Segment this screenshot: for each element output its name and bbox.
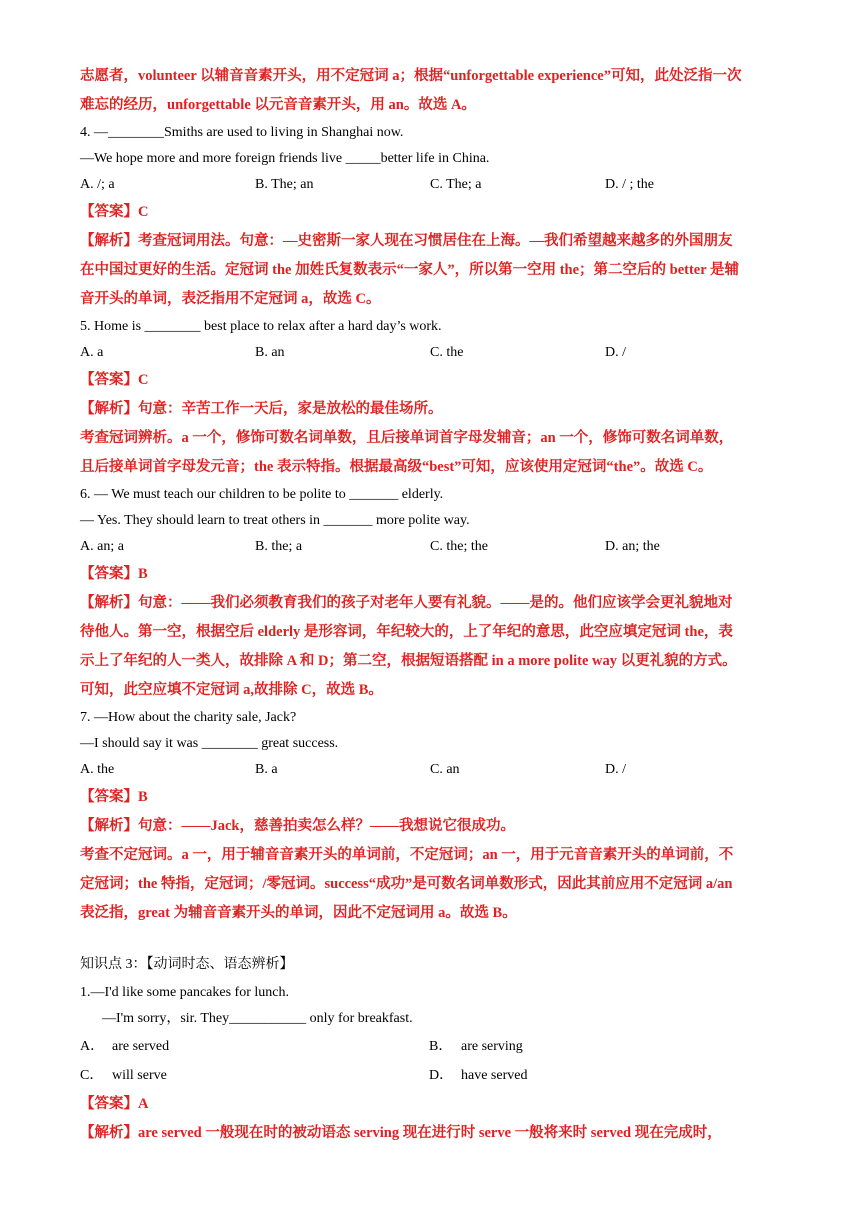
option-b: B. the; a: [255, 539, 303, 554]
answer-label: 【答案】B: [80, 566, 148, 582]
option-a: A. /; a: [80, 177, 115, 192]
option-letter: C．: [80, 1068, 104, 1083]
analysis-line: 可知，此空应填不定冠词 a,故排除 C，故选 B。: [80, 682, 383, 698]
analysis-line: 难忘的经历，unforgettable 以元音音素开头，用 an。故选 A。: [80, 97, 476, 113]
analysis-line: 且后接单词首字母发元音；the 表示特指。根据最高级“best”可知，应该使用定冠词“the”。故选 C。: [80, 459, 713, 475]
options-row: [80, 757, 782, 783]
section-gap: [80, 928, 782, 952]
analysis-line: 表泛指，great 为辅音音素开头的单词，因此不定冠词用 a。故选 B。: [80, 905, 517, 921]
answer-label: 【答案】A: [80, 1096, 149, 1112]
option-b: are serving: [461, 1039, 523, 1054]
option-c: C. the; the: [430, 539, 488, 554]
options-row: [80, 340, 782, 366]
option-a: A. the: [80, 762, 115, 777]
question-stem: 7. —How about the charity sale, Jack?: [80, 710, 297, 725]
option-d: have served: [461, 1068, 528, 1083]
option-b: B. an: [255, 345, 285, 360]
option-a: A. a: [80, 345, 104, 360]
answer-label: 【答案】B: [80, 789, 148, 805]
section-heading: 知识点 3：【动词时态、语态辨析】: [80, 957, 294, 972]
question-stem: —We hope more and more foreign friends live _____better life in China.: [80, 151, 490, 166]
analysis-line: 【解析】考查冠词用法。句意：—史密斯一家人现在习惯居住在上海。—我们希望越来越多的外国朋友: [80, 233, 733, 249]
option-d: D. an; the: [605, 539, 660, 554]
answer-label: 【答案】C: [80, 204, 149, 220]
options-row: [80, 172, 782, 198]
option-a: are served: [112, 1039, 170, 1054]
options-row: [80, 1032, 782, 1061]
analysis-line: 定冠词；the 特指，定冠词；/零冠词。success“成功”是可数名词单数形式，因此其前应用不定冠词 a/an: [80, 876, 733, 892]
analysis-line: 【解析】句意：辛苦工作一天后，家是放松的最佳场所。: [80, 401, 443, 417]
option-c: C. the: [430, 345, 464, 360]
question-stem: 1.—I'd like some pancakes for lunch.: [80, 985, 289, 1000]
question-stem: 4. —________Smiths are used to living in Shanghai now.: [80, 125, 404, 140]
option-d: D. / ; the: [605, 177, 654, 192]
analysis-line: 音开头的单词，表泛指用不定冠词 a，故选 C。: [80, 291, 381, 307]
analysis-line: 志愿者，volunteer 以辅音音素开头，用不定冠词 a；根据“unforgettable experience”可知，此处泛指一次: [80, 68, 742, 84]
option-c: C. The; a: [430, 177, 482, 192]
option-b: B. The; an: [255, 177, 314, 192]
option-c: will serve: [112, 1068, 167, 1083]
analysis-line: 【解析】句意：——Jack，慈善拍卖怎么样？——我想说它很成功。: [80, 818, 515, 834]
option-letter: D．: [429, 1068, 454, 1083]
analysis-line: 待他人。第一空，根据空后 elderly 是形容词，年纪较大的，上了年纪的意思，此空应填定冠词 the，表: [80, 624, 733, 640]
analysis-line: 在中国过更好的生活。定冠词 the 加姓氏复数表示“一家人”，所以第一空用 the；第二空后的 better 是辅: [80, 262, 740, 278]
options-row: [80, 1061, 782, 1090]
document-page: [80, 62, 782, 1148]
option-b: B. a: [255, 762, 278, 777]
analysis-line: 考查不定冠词。a 一，用于辅音音素开头的单词前，不定冠词；an 一，用于元音音素开头的单词前，不: [80, 847, 734, 863]
option-a: A. an; a: [80, 539, 124, 554]
question-stem: —I'm sorry，sir. They___________ only for breakfast.: [102, 1011, 413, 1026]
option-d: D. /: [605, 345, 626, 360]
option-letter: B．: [429, 1039, 453, 1054]
question-stem: — Yes. They should learn to treat others in _______ more polite way.: [80, 513, 470, 528]
option-c: C. an: [430, 762, 460, 777]
answer-label: 【答案】C: [80, 372, 149, 388]
analysis-line: 【解析】are served 一般现在时的被动语态 serving 现在进行时 serve 一般将来时 served 现在完成时，: [80, 1125, 722, 1141]
question-stem: 6. — We must teach our children to be polite to _______ elderly.: [80, 487, 444, 502]
option-letter: A．: [80, 1039, 105, 1054]
analysis-line: 【解析】句意：——我们必须教育我们的孩子对老年人要有礼貌。——是的。他们应该学会更礼貌地对: [80, 595, 733, 611]
analysis-line: 考查冠词辨析。a 一个，修饰可数名词单数，且后接单词首字母发辅音；an 一个，修饰可数名词单数，: [80, 430, 734, 446]
option-d: D. /: [605, 762, 626, 777]
analysis-line: 示上了年纪的人一类人，故排除 A 和 D；第二空，根据短语搭配 in a more polite way 以更礼貌的方式。: [80, 653, 737, 669]
question-stem: —I should say it was ________ great success.: [80, 736, 339, 751]
options-row: [80, 534, 782, 560]
question-stem: 5. Home is ________ best place to relax after a hard day’s work.: [80, 319, 442, 334]
